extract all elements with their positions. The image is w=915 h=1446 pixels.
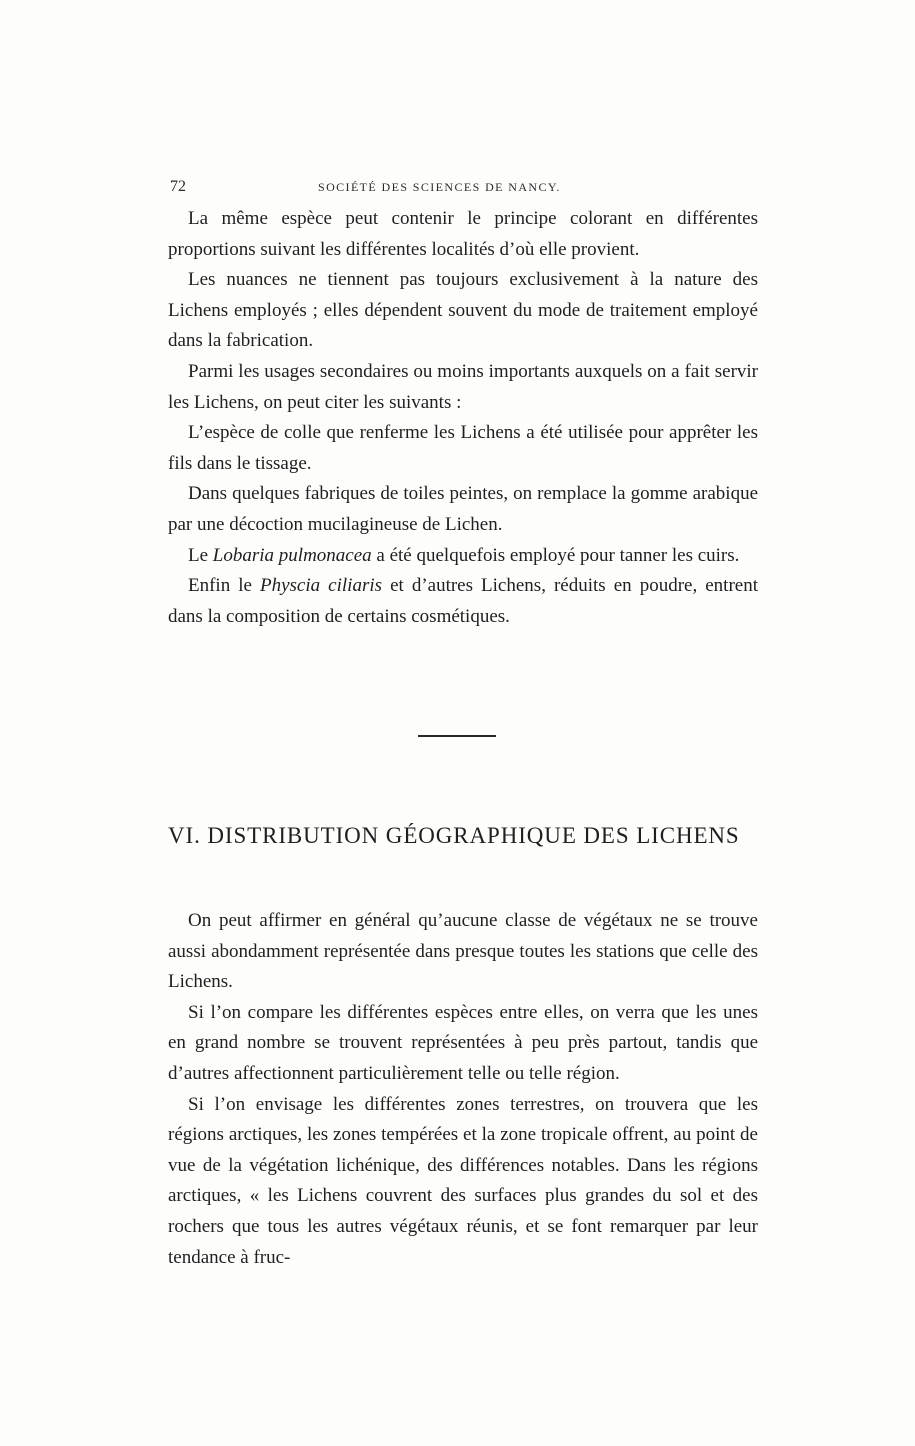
paragraph: Si l’on compare les différentes espèces entre elles, on verra que les unes en grand nombre se trouvent représentées à peu près partout, tandis que d’autres affectionnent particulièrement telle ou telle région. [168,1001,758,1084]
page-number: 72 [170,178,186,195]
section-1-body [168,204,758,632]
page-header [168,178,758,198]
paragraph: On peut affirmer en général qu’aucune classe de végétaux ne se trouve aussi abondamment représentée dans presque toutes les stations que celle des Lichens. [168,910,758,993]
paragraph [168,571,758,632]
text-run: Le [188,544,213,566]
text-run: et d’autres Lichens, réduits en poudre, entrent dans la composition de certains cosmétiques. [168,575,758,627]
text-run: Enfin le [188,575,260,597]
paragraph: Parmi les usages secondaires ou moins importants auxquels on a fait servir les Lichens, on peut citer les suivants : [168,360,758,413]
paragraph [168,541,758,572]
running-head: SOCIÉTÉ DES SCIENCES DE NANCY. [318,180,561,194]
text-run: a été quelquefois employé pour tanner les cuirs. [371,544,740,566]
paragraph: L’espèce de colle que renferme les Lichens a été utilisée pour apprêter les fils dans le tissage. [168,422,758,474]
italic-species-name: Physcia ciliaris [260,575,383,597]
paragraph: Les nuances ne tiennent pas toujours exclusivement à la nature des Lichens employés ; elles dépendent souvent du mode de traitement employé dans la fabrication. [168,269,758,352]
section-2-body [168,906,758,1273]
section-divider [418,735,496,737]
italic-species-name: Lobaria pulmonacea [212,544,372,566]
paragraph: Si l’on envisage les différentes zones terrestres, on trouvera que les régions arctiques, les zones tempérées et la zone tropicale offrent, au point de vue de la végétation lichénique, des différences notables. Dans les régions arctiques, « les Lichens couvrent des surfaces plus grandes du sol et des rochers que tous les autres végétaux réunis, et se font remarquer par leur tendance à fruc- [168,1093,758,1268]
paragraph: La même espèce peut contenir le principe colorant en différentes proportions suivant les différentes localités d’où elle provient. [168,208,758,260]
paragraph: Dans quelques fabriques de toiles peintes, on remplace la gomme arabique par une décoction mucilagineuse de Lichen. [168,483,758,535]
section-title: VI. DISTRIBUTION GÉOGRAPHIQUE DES LICHENS [168,823,740,848]
